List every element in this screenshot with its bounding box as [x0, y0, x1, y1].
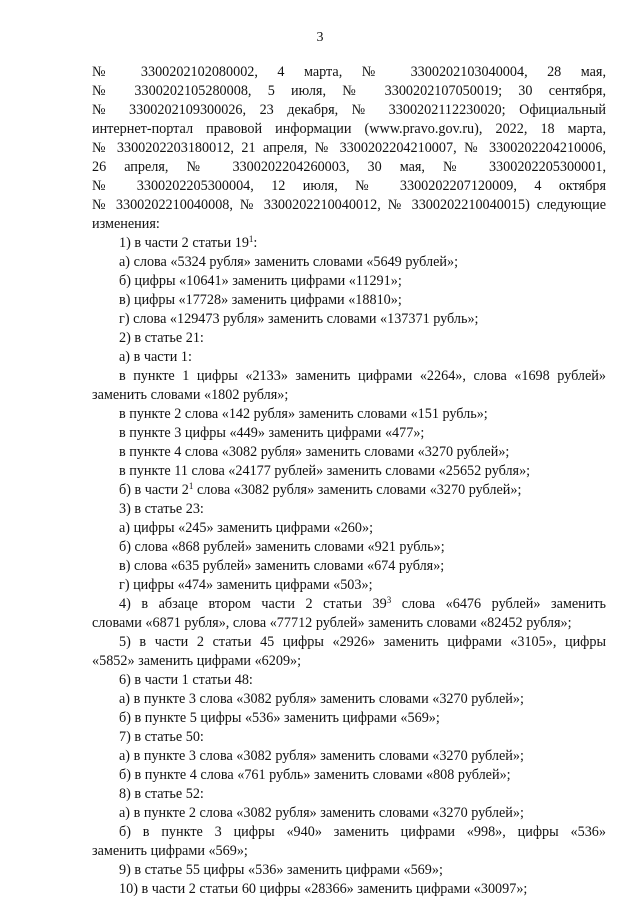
text-line-content: а) слова «5324 рубля» заменить словами «5649 рублей»; [119, 254, 459, 270]
text-line [92, 880, 606, 899]
text-line [92, 823, 606, 842]
text-line [92, 481, 606, 500]
superscript: 1 [248, 234, 254, 244]
text-line [92, 557, 606, 576]
text-line [92, 652, 606, 671]
text-line-content: в пункте 11 слова «24177 рублей» заменить словами «25652 рубля»; [119, 463, 531, 479]
text-line [92, 386, 606, 405]
text-line-content: в) цифры «17728» заменить цифрами «18810»; [119, 292, 402, 308]
text-line-content: в пункте 1 цифры «2133» заменить цифрами «2264», слова «1698 рублей» [119, 368, 606, 384]
text-line-content: 7) в статье 50: [119, 729, 204, 745]
text-line-content: 1) в части 2 статьи 19 [119, 235, 249, 251]
text-line-content: а) цифры «245» заменить цифрами «260»; [119, 520, 374, 536]
text-line [92, 614, 606, 633]
text-line-content: в пункте 4 слова «3082 рубля» заменить словами «3270 рублей»; [119, 444, 510, 460]
text-line-content: б) в пункте 5 цифры «536» заменить цифрами «569»; [119, 710, 440, 726]
text-line [92, 538, 606, 557]
text-line-content: 4) в абзаце втором части 2 статьи 39 [119, 596, 387, 612]
text-line-content: б) слова «868 рублей» заменить словами «921 рубль»; [119, 539, 445, 555]
text-line-continuation: слова «6476 рублей» заменить [391, 596, 606, 612]
text-line [92, 101, 606, 120]
text-line-content: № 3300202109300026, 23 декабря, № 3300202112230020; Официальный [92, 102, 606, 118]
text-line-content: 8) в статье 52: [119, 786, 204, 802]
text-line [92, 139, 606, 158]
text-line [92, 709, 606, 728]
text-line [92, 158, 606, 177]
text-line-content: заменить словами «1802 рубля»; [92, 387, 289, 403]
text-line-content: № 3300202203180012, 21 апреля, № 3300202204210007, № 3300202204210006, [92, 140, 606, 156]
text-line [92, 728, 606, 747]
text-line-content: словами «6871 рубля», слова «77712 рублей» заменить словами «82452 рубля»; [92, 615, 572, 631]
text-line [92, 196, 606, 215]
text-line-content: 2) в статье 21: [119, 330, 204, 346]
text-line-content: интернет-портал правовой информации (www.pravo.gov.ru), 2022, 18 марта, [92, 121, 606, 137]
text-line [92, 576, 606, 595]
text-line [92, 747, 606, 766]
text-line-content: г) слова «129473 рубля» заменить словами «137371 рубль»; [119, 311, 479, 327]
text-line [92, 120, 606, 139]
text-line [92, 82, 606, 101]
text-line-content: 3) в статье 23: [119, 501, 204, 517]
text-line-content: б) в пункте 4 слова «761 рубль» заменить словами «808 рублей»; [119, 767, 511, 783]
text-line-content: 10) в части 2 статьи 60 цифры «28366» заменить цифрами «30097»; [119, 881, 528, 897]
text-line-continuation: слова «3082 рубля» заменить словами «3270 рублей»; [193, 482, 522, 498]
text-line-content: в) слова «635 рублей» заменить словами «674 рубля»; [119, 558, 445, 574]
text-line [92, 671, 606, 690]
text-line [92, 443, 606, 462]
text-line-content: № 3300202205300004, 12 июля, № 3300202207120009, 4 октября [92, 178, 606, 194]
document-body [92, 63, 606, 899]
text-line-content: изменения: [92, 216, 160, 232]
text-line [92, 462, 606, 481]
text-line-content: в пункте 2 слова «142 рубля» заменить словами «151 рубль»; [119, 406, 488, 422]
text-line [92, 63, 606, 82]
text-line-content: № 3300202105280008, 5 июля, № 3300202107050019; 30 сентября, [92, 83, 606, 99]
text-line-continuation: : [253, 235, 258, 251]
text-line [92, 310, 606, 329]
superscript: 3 [386, 595, 392, 605]
text-line [92, 519, 606, 538]
text-line [92, 329, 606, 348]
text-line [92, 177, 606, 196]
text-line [92, 367, 606, 386]
text-line-content: № 3300202102080002, 4 марта, № 3300202103040004, 28 мая, [92, 64, 606, 80]
text-line-content: «5852» заменить цифрами «6209»; [92, 653, 302, 669]
text-line [92, 291, 606, 310]
text-line-content: а) в части 1: [119, 349, 192, 365]
text-line-content: а) в пункте 2 слова «3082 рубля» заменить словами «3270 рублей»; [119, 805, 524, 821]
text-line-content: а) в пункте 3 слова «3082 рубля» заменить словами «3270 рублей»; [119, 691, 524, 707]
text-line-content: 6) в части 1 статьи 48: [119, 672, 253, 688]
text-line [92, 234, 606, 253]
text-line [92, 500, 606, 519]
text-line-content: заменить цифрами «569»; [92, 843, 248, 859]
text-line [92, 633, 606, 652]
text-line [92, 348, 606, 367]
page-number: 3 [316, 30, 324, 45]
text-line [92, 405, 606, 424]
text-line-content: в пункте 3 цифры «449» заменить цифрами «477»; [119, 425, 425, 441]
text-line [92, 804, 606, 823]
text-line-content: 9) в статье 55 цифры «536» заменить цифрами «569»; [119, 862, 443, 878]
text-line [92, 253, 606, 272]
text-line-content: 26 апреля, № 3300202204260003, 30 мая, № 3300202205300001, [92, 159, 606, 175]
text-line-content: 5) в части 2 статьи 45 цифры «2926» заменить цифрами «3105», цифры [119, 634, 606, 650]
text-line [92, 424, 606, 443]
text-line [92, 215, 606, 234]
text-line [92, 690, 606, 709]
text-line-content: г) цифры «474» заменить цифрами «503»; [119, 577, 373, 593]
text-line-content: а) в пункте 3 слова «3082 рубля» заменить словами «3270 рублей»; [119, 748, 524, 764]
text-line-content: б) в части 2 [119, 482, 189, 498]
text-line [92, 766, 606, 785]
text-line [92, 272, 606, 291]
text-line [92, 785, 606, 804]
text-line-content: б) в пункте 3 цифры «940» заменить цифрами «998», цифры «536» [119, 824, 606, 840]
text-line [92, 861, 606, 880]
text-line [92, 842, 606, 861]
superscript: 1 [188, 481, 194, 491]
text-line-content: б) цифры «10641» заменить цифрами «11291»; [119, 273, 402, 289]
text-line-content: № 3300202210040008, № 3300202210040012, № 3300202210040015) следующие [92, 197, 606, 213]
text-line [92, 595, 606, 614]
